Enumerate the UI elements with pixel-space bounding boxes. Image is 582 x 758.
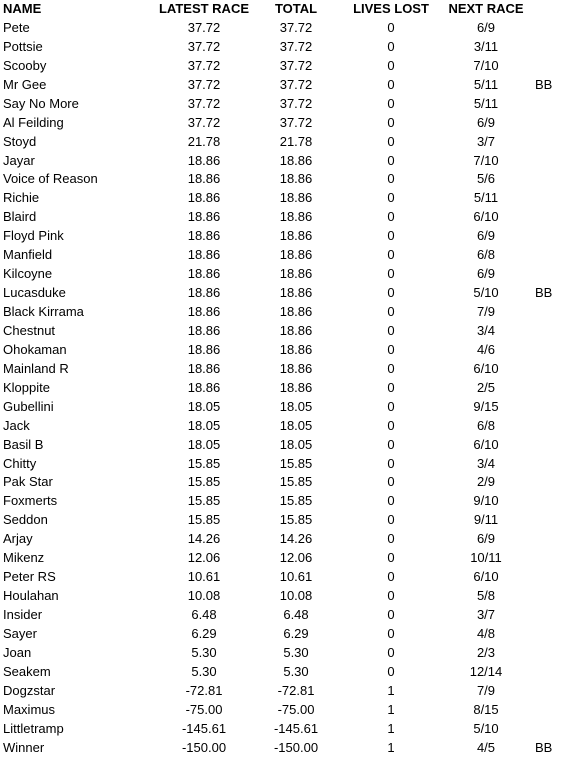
cell-lives-lost[interactable]: 0 [387,644,395,660]
cell-total[interactable]: 14.26 [279,531,313,547]
cell-note[interactable] [532,625,582,644]
header-name[interactable]: NAME [3,1,42,16]
cell-name[interactable]: Say No More [3,95,79,111]
cell-latest-race[interactable]: 10.61 [187,569,221,585]
cell-next-race[interactable]: 6/9 [476,531,496,547]
cell-next-race[interactable]: 4/8 [476,625,496,641]
table-row [0,436,582,455]
cell-note[interactable] [532,95,582,114]
cell-note[interactable] [532,663,582,682]
cell-latest-race[interactable]: 18.86 [187,171,221,187]
cell-total[interactable]: 37.72 [279,57,313,73]
cell-total[interactable]: 15.85 [279,493,313,509]
header-total[interactable]: TOTAL [274,1,318,16]
cell-total[interactable]: 37.72 [279,19,313,35]
cell-latest-race[interactable]: 18.86 [187,322,221,338]
cell-next-race[interactable]: 5/11 [473,190,499,206]
table-row [0,57,582,76]
cell-note[interactable] [532,682,582,701]
table-row [0,663,582,682]
cell-next-race[interactable]: 6/9 [476,19,496,35]
cell-latest-race[interactable]: 6.29 [191,625,217,641]
cell-note[interactable] [532,246,582,265]
cell-name[interactable]: Pak Star [3,474,53,490]
cell-note[interactable] [532,587,582,606]
cell-latest-race[interactable]: 18.05 [187,398,221,414]
cell-lives-lost[interactable]: 0 [387,304,395,319]
table-row [0,19,582,38]
cell-name[interactable]: Houlahan [3,588,59,604]
cell-note[interactable] [532,133,582,152]
cell-note[interactable] [532,265,582,284]
cell-total[interactable]: 18.86 [279,190,313,206]
cell-next-race[interactable]: 5/11 [473,76,499,92]
cell-lives-lost[interactable]: 0 [387,531,395,547]
cell-next-race[interactable]: 5/6 [476,171,496,187]
table-row [0,739,582,758]
cell-note[interactable] [532,492,582,511]
cell-total[interactable]: 5.30 [283,644,309,660]
cell-latest-race[interactable]: 37.72 [187,114,221,130]
cell-note[interactable] [532,152,582,171]
cell-lives-lost[interactable]: 0 [387,550,395,566]
cell-lives-lost[interactable]: 0 [387,588,395,604]
cell-note[interactable] [532,303,582,322]
table-row [0,227,582,246]
table-row [0,587,582,606]
table-row [0,284,582,303]
cell-lives-lost[interactable]: 0 [387,455,395,471]
cell-lives-lost[interactable]: 1 [387,682,395,698]
cell-name[interactable]: Pete [3,19,30,35]
cell-total[interactable]: 18.05 [279,398,313,414]
header-next-race[interactable]: NEXT RACE [448,1,524,16]
cell-latest-race[interactable]: 37.72 [187,95,221,111]
cell-note[interactable] [532,511,582,530]
table-body [0,19,582,758]
cell-next-race[interactable]: 3/4 [476,455,496,471]
cell-name[interactable]: Scooby [3,57,47,73]
cell-lives-lost[interactable]: 0 [387,57,395,73]
cell-lives-lost[interactable]: 0 [387,114,395,130]
cell-latest-race[interactable]: 18.86 [187,152,221,168]
cell-next-race[interactable]: 6/9 [476,266,496,282]
cell-note[interactable] [532,549,582,568]
header-latest-race[interactable]: LATEST RACE [158,1,250,16]
cell-name[interactable]: Joan [3,644,32,660]
table-row [0,76,582,95]
cell-name[interactable]: Manfield [3,247,53,263]
table-row [0,417,582,436]
cell-note[interactable] [532,473,582,492]
cell-note[interactable] [532,57,582,76]
cell-next-race[interactable]: 2/5 [476,379,496,395]
cell-name[interactable]: Pottsie [3,38,43,54]
cell-latest-race[interactable]: 12.06 [187,550,221,566]
cell-latest-race[interactable]: 14.26 [187,531,221,547]
cell-latest-race[interactable]: -145.61 [181,720,227,736]
table-row [0,549,582,568]
cell-total[interactable]: 18.86 [279,304,313,319]
cell-latest-race[interactable]: 15.85 [187,512,221,528]
cell-note[interactable] [532,38,582,57]
table-row [0,265,582,284]
cell-lives-lost[interactable]: 0 [387,322,395,338]
cell-total[interactable]: 37.72 [279,95,313,111]
cell-next-race[interactable]: 7/10 [473,152,499,168]
cell-next-race[interactable]: 6/10 [473,360,499,376]
cell-latest-race[interactable]: 18.05 [187,436,221,452]
cell-name[interactable]: Mikenz [3,550,45,566]
cell-note[interactable] [532,530,582,549]
cell-lives-lost[interactable]: 0 [387,209,395,225]
cell-note[interactable] [532,208,582,227]
cell-latest-race[interactable]: 37.72 [187,57,221,73]
cell-next-race[interactable]: 6/10 [473,209,499,225]
cell-lives-lost[interactable]: 0 [387,247,395,263]
cell-name[interactable]: Chestnut [3,322,56,338]
cell-lives-lost[interactable]: 0 [387,379,395,395]
cell-note[interactable] [532,341,582,360]
table-row [0,701,582,720]
cell-latest-race[interactable]: 15.85 [187,493,221,509]
cell-next-race[interactable]: 6/10 [473,436,499,452]
table-row [0,189,582,208]
cell-total[interactable]: 18.86 [279,171,313,187]
cell-total[interactable]: 6.29 [283,625,309,641]
cell-lives-lost[interactable]: 1 [387,739,395,755]
cell-name[interactable]: Mainland R [3,360,69,376]
cell-name[interactable]: Voice of Reason [3,171,98,187]
cell-latest-race[interactable]: -75.00 [185,701,223,717]
cell-total[interactable]: 15.85 [279,474,313,490]
header-row [0,0,582,19]
table-row [0,208,582,227]
table-row [0,606,582,625]
cell-lives-lost[interactable]: 0 [387,76,395,92]
cell-name[interactable]: Kilcoyne [3,266,53,282]
cell-name[interactable]: Insider [3,607,43,622]
cell-latest-race[interactable]: 18.86 [187,341,221,357]
cell-total[interactable]: 18.86 [279,285,313,301]
cell-total[interactable]: 37.72 [279,76,313,92]
table-row [0,152,582,171]
cell-next-race[interactable]: 2/3 [476,644,496,660]
cell-total[interactable]: 37.72 [279,114,313,130]
cell-name[interactable]: Gubellini [3,398,54,414]
cell-latest-race[interactable]: 10.08 [187,588,221,604]
cell-total[interactable]: 18.86 [279,360,313,376]
cell-total[interactable]: 5.30 [283,663,309,679]
cell-total[interactable]: -75.00 [277,701,315,717]
cell-note[interactable] [532,170,582,189]
header-lives-lost[interactable]: LIVES LOST [353,1,429,16]
table-row [0,625,582,644]
cell-name[interactable]: Jayar [3,152,35,168]
cell-name[interactable]: Basil B [3,436,44,452]
table-row [0,341,582,360]
cell-total[interactable]: 6.48 [283,607,309,622]
table-row [0,473,582,492]
cell-total[interactable]: 18.05 [279,436,313,452]
table-row [0,492,582,511]
cell-lives-lost[interactable]: 0 [387,341,395,357]
cell-note[interactable] [532,379,582,398]
table-row [0,644,582,663]
table-row [0,95,582,114]
table-row [0,568,582,587]
cell-next-race[interactable]: 6/9 [476,114,496,130]
cell-lives-lost[interactable]: 0 [387,228,395,244]
cell-lives-lost[interactable]: 0 [387,607,395,622]
cell-lives-lost[interactable]: 0 [387,663,395,679]
cell-lives-lost[interactable]: 0 [387,569,395,585]
cell-name[interactable]: Mr Gee [3,76,47,92]
cell-name[interactable]: Richie [3,190,40,206]
cell-name[interactable]: Chitty [3,455,37,471]
cell-note[interactable] [532,720,582,739]
cell-next-race[interactable]: 6/8 [476,247,496,263]
cell-note[interactable] [532,568,582,587]
cell-next-race[interactable]: 6/10 [473,569,499,585]
cell-next-race[interactable]: 9/11 [473,512,499,528]
cell-note[interactable] [532,436,582,455]
cell-next-race[interactable]: 6/9 [476,228,496,244]
cell-note[interactable] [532,606,582,625]
cell-next-race[interactable]: 9/15 [473,398,499,414]
cell-total[interactable]: 18.86 [279,322,313,338]
cell-note[interactable]: BB [535,76,553,92]
cell-latest-race[interactable]: 6.48 [191,607,217,622]
cell-next-race[interactable]: 5/10 [473,285,499,301]
table-row [0,720,582,739]
cell-name[interactable]: Peter RS [3,569,56,585]
table-row [0,511,582,530]
cell-next-race[interactable]: 4/6 [476,341,496,357]
cell-lives-lost[interactable]: 0 [387,474,395,490]
table-row [0,682,582,701]
cell-note[interactable] [532,322,582,341]
cell-latest-race[interactable]: 18.05 [187,417,221,433]
cell-name[interactable]: Seddon [3,512,48,528]
cell-name[interactable]: Foxmerts [3,493,58,509]
cell-latest-race[interactable]: 18.86 [187,285,221,301]
cell-latest-race[interactable]: 18.86 [187,247,221,263]
table-row [0,114,582,133]
table-row [0,322,582,341]
cell-name[interactable]: Winner [3,739,45,755]
cell-next-race[interactable]: 12/14 [469,663,503,679]
cell-next-race[interactable]: 5/8 [476,588,496,604]
cell-total[interactable]: 18.86 [279,152,313,168]
cell-latest-race[interactable]: 37.72 [187,19,221,35]
cell-latest-race[interactable]: 5.30 [191,663,217,679]
cell-note[interactable]: BB [535,285,553,301]
cell-total[interactable]: 12.06 [279,550,313,566]
cell-next-race[interactable]: 7/9 [476,304,496,319]
cell-latest-race[interactable]: 18.86 [187,379,221,395]
cell-next-race[interactable]: 7/10 [473,57,499,73]
cell-next-race[interactable]: 5/11 [473,95,499,111]
cell-note[interactable] [532,227,582,246]
cell-note[interactable] [532,189,582,208]
header-note[interactable] [532,0,582,19]
cell-total[interactable]: -72.81 [277,682,315,698]
cell-note[interactable] [532,19,582,38]
cell-name[interactable]: Sayer [3,625,37,641]
cell-next-race[interactable]: 5/10 [473,720,499,736]
cell-name[interactable]: Lucasduke [3,285,66,301]
cell-name[interactable]: Floyd Pink [3,228,64,244]
cell-latest-race[interactable]: 37.72 [187,38,221,54]
cell-lives-lost[interactable]: 0 [387,512,395,528]
cell-next-race[interactable]: 3/7 [476,607,496,622]
cell-total[interactable]: 21.78 [279,133,313,149]
cell-latest-race[interactable]: 37.72 [187,76,221,92]
cell-latest-race[interactable]: 18.86 [187,209,221,225]
cell-total[interactable]: -145.61 [273,720,319,736]
cell-total[interactable]: 18.86 [279,228,313,244]
cell-total[interactable]: -150.00 [273,739,319,755]
table-row [0,360,582,379]
cell-latest-race[interactable]: 18.86 [187,266,221,282]
cell-next-race[interactable]: 3/7 [476,133,496,149]
cell-next-race[interactable]: 10/11 [470,550,502,566]
cell-name[interactable]: Seakem [3,663,51,679]
cell-note[interactable] [532,455,582,474]
cell-total[interactable]: 18.86 [279,209,313,225]
table-row [0,530,582,549]
cell-name[interactable]: Blaird [3,209,37,225]
cell-name[interactable]: Littletramp [3,720,64,736]
cell-lives-lost[interactable]: 0 [387,190,395,206]
cell-total[interactable]: 18.86 [279,247,313,263]
cell-name[interactable]: Kloppite [3,379,50,395]
cell-lives-lost[interactable]: 0 [387,417,395,433]
cell-latest-race[interactable]: 18.86 [187,228,221,244]
cell-name[interactable]: Al Feilding [3,114,64,130]
cell-total[interactable]: 18.86 [279,379,313,395]
cell-latest-race[interactable]: 18.86 [187,360,221,376]
cell-next-race[interactable]: 7/9 [476,682,496,698]
table-row [0,303,582,322]
table-row [0,170,582,189]
cell-lives-lost[interactable]: 0 [387,436,395,452]
cell-name[interactable]: Jack [3,417,30,433]
cell-lives-lost[interactable]: 0 [387,398,395,414]
cell-latest-race[interactable]: 5.30 [191,644,217,660]
cell-next-race[interactable]: 6/8 [476,417,496,433]
table-row [0,246,582,265]
cell-note[interactable]: BB [535,739,553,755]
cell-total[interactable]: 37.72 [279,38,313,54]
cell-lives-lost[interactable]: 0 [387,360,395,376]
table-row [0,455,582,474]
cell-lives-lost[interactable]: 0 [387,38,395,54]
cell-total[interactable]: 15.85 [279,455,313,471]
cell-lives-lost[interactable]: 0 [387,493,395,509]
cell-total[interactable]: 18.05 [279,417,313,433]
cell-next-race[interactable]: 9/10 [473,493,499,509]
cell-total[interactable]: 15.85 [279,512,313,528]
table-row [0,379,582,398]
cell-latest-race[interactable]: 21.78 [187,133,221,149]
cell-next-race[interactable]: 3/11 [473,38,499,54]
cell-latest-race[interactable]: -72.81 [185,682,223,698]
cell-latest-race[interactable]: 18.86 [187,190,221,206]
cell-lives-lost[interactable]: 1 [387,701,395,717]
cell-lives-lost[interactable]: 0 [387,625,395,641]
cell-latest-race[interactable]: 15.85 [187,455,221,471]
table-row [0,38,582,57]
cell-lives-lost[interactable]: 0 [387,285,395,301]
cell-next-race[interactable]: 8/15 [473,701,499,717]
cell-total[interactable]: 18.86 [279,341,313,357]
cell-next-race[interactable]: 3/4 [476,322,496,338]
cell-name[interactable]: Dogzstar [3,682,56,698]
cell-note[interactable] [532,398,582,417]
cell-lives-lost[interactable]: 0 [387,171,395,187]
cell-note[interactable] [532,644,582,663]
cell-total[interactable]: 18.86 [279,266,313,282]
cell-lives-lost[interactable]: 1 [387,720,395,736]
cell-note[interactable] [532,701,582,720]
cell-note[interactable] [532,360,582,379]
cell-latest-race[interactable]: 18.86 [187,304,221,319]
cell-name[interactable]: Maximus [3,701,56,717]
cell-next-race[interactable]: 2/9 [476,474,496,490]
cell-lives-lost[interactable]: 0 [387,152,395,168]
cell-name[interactable]: Stoyd [3,133,37,149]
table-row [0,133,582,152]
cell-total[interactable]: 10.08 [279,588,313,604]
cell-latest-race[interactable]: 15.85 [187,474,221,490]
cell-total[interactable]: 10.61 [279,569,313,585]
cell-next-race[interactable]: 4/5 [476,739,496,755]
cell-note[interactable] [532,114,582,133]
cell-name[interactable]: Ohokaman [3,341,67,357]
cell-lives-lost[interactable]: 0 [387,19,395,35]
cell-lives-lost[interactable]: 0 [387,266,395,282]
cell-lives-lost[interactable]: 0 [387,95,395,111]
cell-name[interactable]: Arjay [3,531,33,547]
cell-latest-race[interactable]: -150.00 [181,739,227,755]
cell-note[interactable] [532,417,582,436]
table-row [0,398,582,417]
cell-lives-lost[interactable]: 0 [387,133,395,149]
cell-name[interactable]: Black Kirrama [3,304,84,319]
